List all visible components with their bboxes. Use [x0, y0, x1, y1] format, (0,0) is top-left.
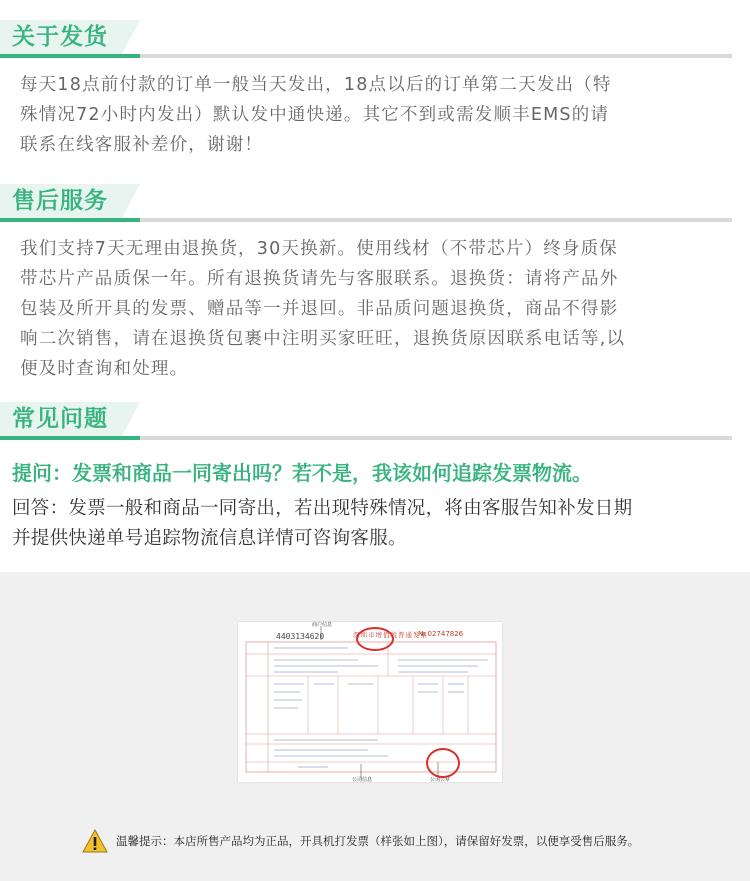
shipping-line: 每天18点前付款的订单一般当天发出，18点以后的订单第二天发出（特	[20, 75, 612, 95]
faq-answer	[0, 490, 750, 554]
shipping-line: 联系在线客服补差价，谢谢！	[20, 135, 264, 155]
after-sales-header	[0, 174, 750, 226]
after-sales-title: 售后服务	[0, 184, 122, 218]
invoice-label-product: 商户信息	[312, 622, 333, 628]
notice-text: 温馨提示：本店所售产品均为正品，开具机打发票（样张如上图），请保留好发票，以便享受售后服务。	[116, 834, 640, 848]
after-sales-line: 带芯片产品质保一年。所有退换货请先与客服联系。退换货：请将产品外	[20, 269, 619, 289]
invoice-number: № 02747826	[418, 630, 464, 638]
warning-icon	[82, 829, 108, 853]
after-sales-line: 响二次销售，请在退换货包裹中注明买家旺旺，退换货原因联系电话等,以	[20, 329, 626, 349]
shipping-text	[0, 62, 750, 160]
invoice-code: 4403134620	[276, 632, 325, 641]
shipping-title: 关于发货	[0, 20, 122, 54]
shipping-header	[0, 10, 750, 62]
invoice-title: 深圳市增值税普通发票	[353, 631, 428, 639]
invoice-seal-company	[426, 748, 460, 778]
after-sales-text	[0, 226, 750, 384]
faq-answer-line: 回答：发票一般和商品一同寄出，若出现特殊情况，将由客服告知补发日期	[12, 498, 633, 519]
invoice-sample-image	[238, 622, 502, 782]
faq-title: 常见问题	[0, 402, 122, 436]
warm-notice	[82, 828, 639, 854]
after-sales-section	[0, 174, 750, 384]
faq-question: 提问：发票和商品一同寄出吗？若不是，我该如何追踪发票物流。	[12, 461, 592, 485]
shipping-line: 殊情况72小时内发出）默认发中通快递。其它不到或需发顺丰EMS的请	[20, 105, 610, 125]
after-sales-line: 便及时查询和处理。	[20, 359, 189, 379]
invoice-seal-top	[356, 627, 394, 651]
faq-answer-line: 并提供快递单号追踪物流信息详情可咨询客服。	[12, 528, 407, 549]
invoice-label-company: 公司信息	[352, 777, 373, 783]
invoice-label-stamp: 公司公章	[430, 777, 451, 783]
after-sales-line: 我们支持7天无理由退换货，30天换新。使用线材（不带芯片）终身质保	[20, 239, 618, 259]
section-divider	[12, 436, 732, 440]
faq-section	[0, 392, 750, 554]
faq-header	[0, 392, 750, 444]
section-divider	[12, 218, 732, 222]
section-divider	[12, 54, 732, 58]
shipping-section	[0, 0, 750, 160]
after-sales-line: 包装及所开具的发票、赠品等一并退回。非品质问题退换货，商品不得影	[20, 299, 619, 319]
